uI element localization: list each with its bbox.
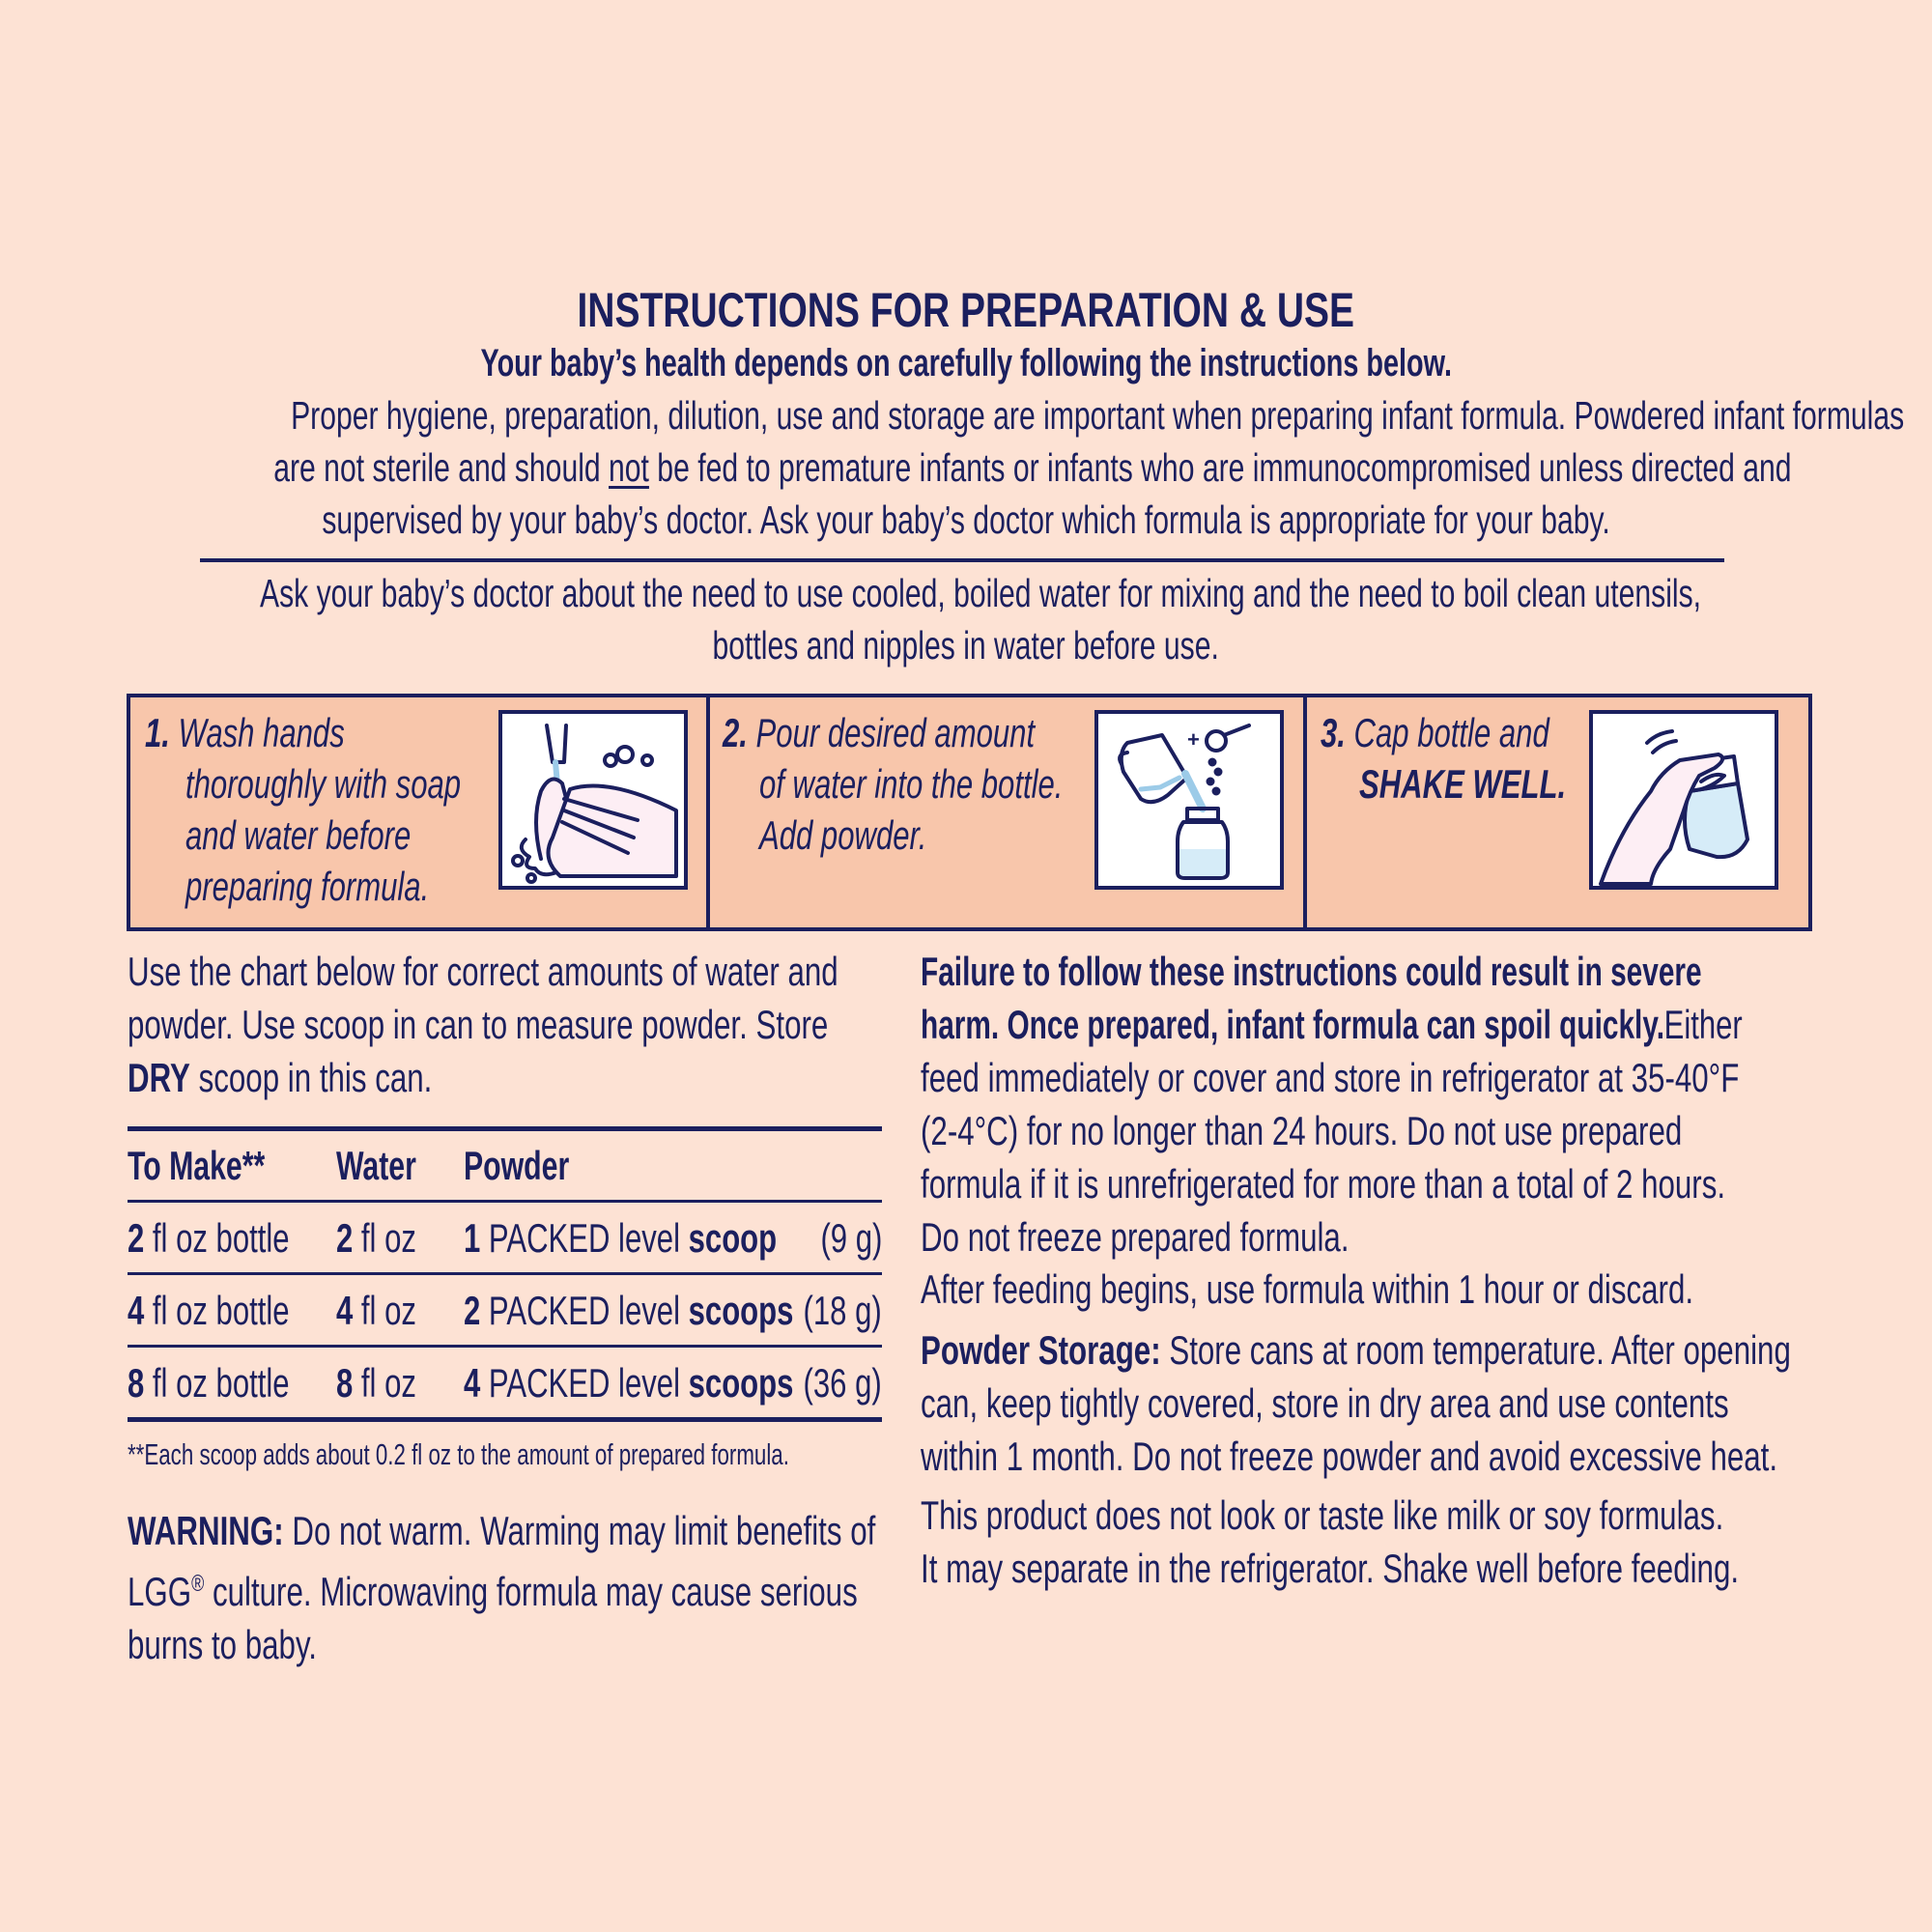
warning-label: WARNING:: [128, 1508, 284, 1553]
step-number: 3.: [1321, 710, 1346, 755]
header-powder: Powder: [464, 1143, 570, 1188]
dry-emphasis: DRY: [128, 1055, 190, 1100]
step-1-text: 1. Wash hands thoroughly with soap and water before preparing formula.: [145, 710, 462, 909]
table-bottom-rule: [128, 1417, 882, 1422]
table-row: 8 fl oz bottle 8 fl oz 4 PACKED level scoops (36 g): [128, 1360, 882, 1406]
header-water: Water: [336, 1143, 416, 1188]
preparation-steps: [127, 694, 1812, 931]
grams-value: (36 g): [803, 1360, 882, 1406]
after-feeding-note: After feeding begins, use formula within 1 hour or discard.: [921, 1266, 1694, 1312]
pour-water-powder-icon: [1094, 710, 1284, 890]
step-2-text: 2. Pour desired amount of water into the bottle. Add powder.: [723, 710, 1064, 858]
boil-note-line-1: Ask your baby’s doctor about the need to use cooled, boiled water for mixing and the need to boil clean utensils,: [259, 571, 1702, 615]
step-3-text: 3. Cap bottle and SHAKE WELL.: [1321, 707, 1638, 810]
page-title: [0, 282, 1932, 338]
step-number: 1.: [145, 710, 170, 755]
storage-instructions: Failure to follow these instructions could result in severe harm. Once prepared, infant formula can spoil quickly.Either feed immediately or cover and store in refrigerator at 35-40°F (2-4°C) for no longer than 24 hours. Do not use prepared formula if it is unrefrigerated for more than a total of 2 hours. Do not freeze prepared formula.: [921, 945, 1932, 1264]
grams-value: (18 g): [803, 1288, 882, 1333]
table-rule: [128, 1345, 882, 1348]
table-rule: [128, 1200, 882, 1203]
boil-note-line-2: bottles and nipples in water before use.: [712, 623, 1220, 668]
table-footnote: **Each scoop adds about 0.2 fl oz to the amount of prepared formula.: [128, 1437, 789, 1471]
intro-line-1: Proper hygiene, preparation, dilution, use and storage are important when preparing infant formula. Powdered infant formulas: [291, 393, 1905, 438]
hand-washing-icon: [498, 710, 688, 890]
section-divider: [200, 558, 1724, 562]
step-separator: [706, 697, 710, 927]
step-separator: [1303, 697, 1307, 927]
svg-text:+: +: [1187, 727, 1200, 752]
chart-instructions: Use the chart below for correct amounts of water and powder. Use scoop in can to measure powder. Store DRY scoop in this can.: [128, 949, 838, 1100]
intro-line-2: are not sterile and should not be fed to premature infants or infants who are immunocompromised unless directed and: [273, 445, 1792, 490]
powder-storage-label: Powder Storage:: [921, 1327, 1161, 1373]
emphasis-not: not: [609, 445, 649, 490]
table-row: 4 fl oz bottle 4 fl oz 2 PACKED level scoops (18 g): [128, 1288, 882, 1333]
table-row: 2 fl oz bottle 2 fl oz 1 PACKED level scoop (9 g): [128, 1215, 882, 1261]
page-subtitle: [0, 342, 1932, 385]
header-to-make: To Make**: [128, 1143, 266, 1188]
powder-storage: Powder Storage: Store cans at room temperature. After opening can, keep tightly covered, store in dry area and use contents within 1 month. Do not freeze powder and avoid excessive heat.: [921, 1327, 1791, 1479]
failure-warning: Failure to follow these instructions could result in severe: [921, 949, 1702, 994]
warning-text: WARNING: Do not warm. Warming may limit benefits of LGG® culture. Microwaving formula may cause serious burns to baby.: [128, 1508, 876, 1667]
title-text: INSTRUCTIONS FOR PREPARATION & USE: [577, 283, 1355, 337]
step-number: 2.: [723, 710, 748, 755]
table-rule: [128, 1272, 882, 1275]
shake-bottle-icon: [1589, 710, 1778, 890]
grams-value: (9 g): [820, 1215, 882, 1261]
shake-well-emphasis: SHAKE WELL.: [1359, 761, 1567, 807]
table-top-rule: [128, 1126, 882, 1131]
product-note: This product does not look or taste like milk or soy formulas. It may separate in the refrigerator. Shake well before feeding.: [921, 1492, 1740, 1591]
intro-line-3: supervised by your baby’s doctor. Ask your baby’s doctor which formula is appropriate for your baby.: [322, 497, 1610, 542]
subtitle-text: Your baby’s health depends on carefully following the instructions below.: [480, 342, 1452, 384]
